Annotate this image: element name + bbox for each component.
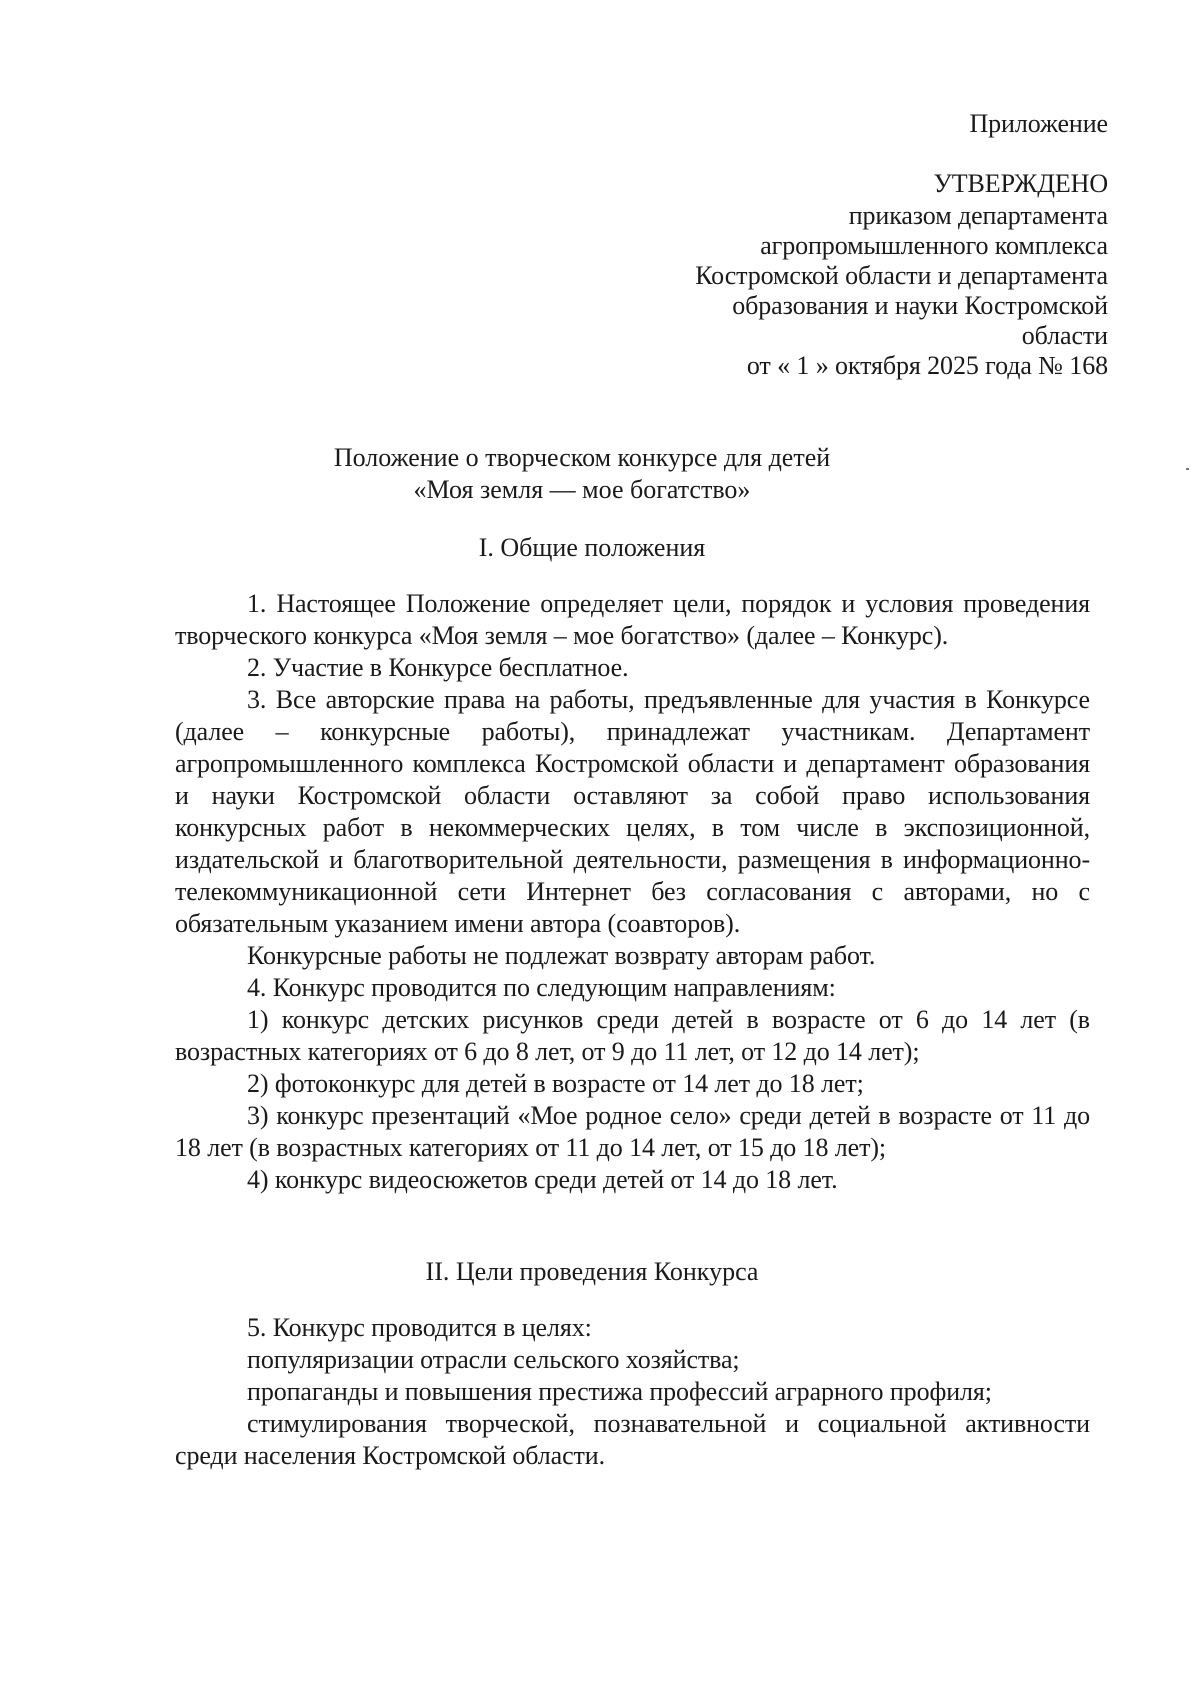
goal-2: пропаганды и повышения престижа профессий аграрного профиля;: [247, 1377, 992, 1406]
list-item-1: 1) конкурс детских рисунков среди детей в возрасте от 6 до 14 лет (в возрастных категориях от 6 до 8 лет, от 9 до 11 лет, от 12 до 14 лет);: [175, 1005, 1090, 1066]
section1-body: [175, 588, 1090, 1196]
goal-1: популяризации отрасли сельского хозяйства;: [247, 1345, 740, 1374]
approval-line: приказом департамента: [848, 201, 1108, 230]
approval-line: области: [1021, 321, 1108, 350]
paragraph-3: 3. Все авторские права на работы, предъявленные для участия в Конкурсе (далее – конкурсные работы), принадлежат участникам. Департамент агропромышленного комплекса Костромской области и департамент образования и науки Костромской области оставляют за собой право использования конкурсных работ в некоммерческих целях, в том числе в экспозиционной, издательской и благотворительной деятельности, размещения в информационно-телекоммуникационной сети Интернет без согласования с авторами, но с обязательным указанием имени автора (соавторов).: [175, 685, 1090, 938]
approval-line: агропромышленного комплекса: [760, 231, 1108, 260]
section2-heading: II. Цели проведения Конкурса: [425, 1257, 759, 1286]
paragraph-4: 4. Конкурс проводится по следующим направлениям:: [247, 973, 836, 1002]
paragraph-3b: Конкурсные работы не подлежат возврату авторам работ.: [247, 941, 876, 970]
section2-body: [175, 1312, 1090, 1472]
goal-3: стимулирования творческой, познавательной и социальной активности среди населения Костромской области.: [175, 1409, 1090, 1470]
list-item-3: 3) конкурс презентаций «Мое родное село» среди детей в возрасте от 11 до 18 лет (в возрастных категориях от 11 до 14 лет, от 15 до 18 лет);: [175, 1101, 1090, 1162]
document-title-line2: «Моя земля — мое богатство»: [413, 475, 751, 504]
list-item-2: 2) фотоконкурс для детей в возрасте от 14 лет до 18 лет;: [247, 1069, 864, 1098]
list-item-4: 4) конкурс видеосюжетов среди детей от 14 до 18 лет.: [247, 1165, 838, 1194]
appendix-label: Приложение: [969, 109, 1108, 138]
approval-date-number: от « 1 » октября 2025 года № 168: [746, 351, 1108, 380]
scan-speck: [1186, 468, 1189, 470]
paragraph-1: 1. Настоящее Положение определяет цели, порядок и условия проведения творческого конкурса «Моя земля – мое богатство» (далее – Конкурс).: [175, 589, 1090, 650]
approval-line: Костромской области и департамента: [695, 261, 1108, 290]
section1-heading: I. Общие положения: [478, 533, 706, 562]
paragraph-5: 5. Конкурс проводится в целях:: [247, 1313, 592, 1342]
paragraph-2: 2. Участие в Конкурсе бесплатное.: [247, 653, 629, 682]
document-title-line1: Положение о творческом конкурсе для детей: [333, 443, 831, 472]
approval-line: образования и науки Костромской: [732, 291, 1108, 320]
approved-label: УТВЕРЖДЕНО: [933, 169, 1108, 198]
